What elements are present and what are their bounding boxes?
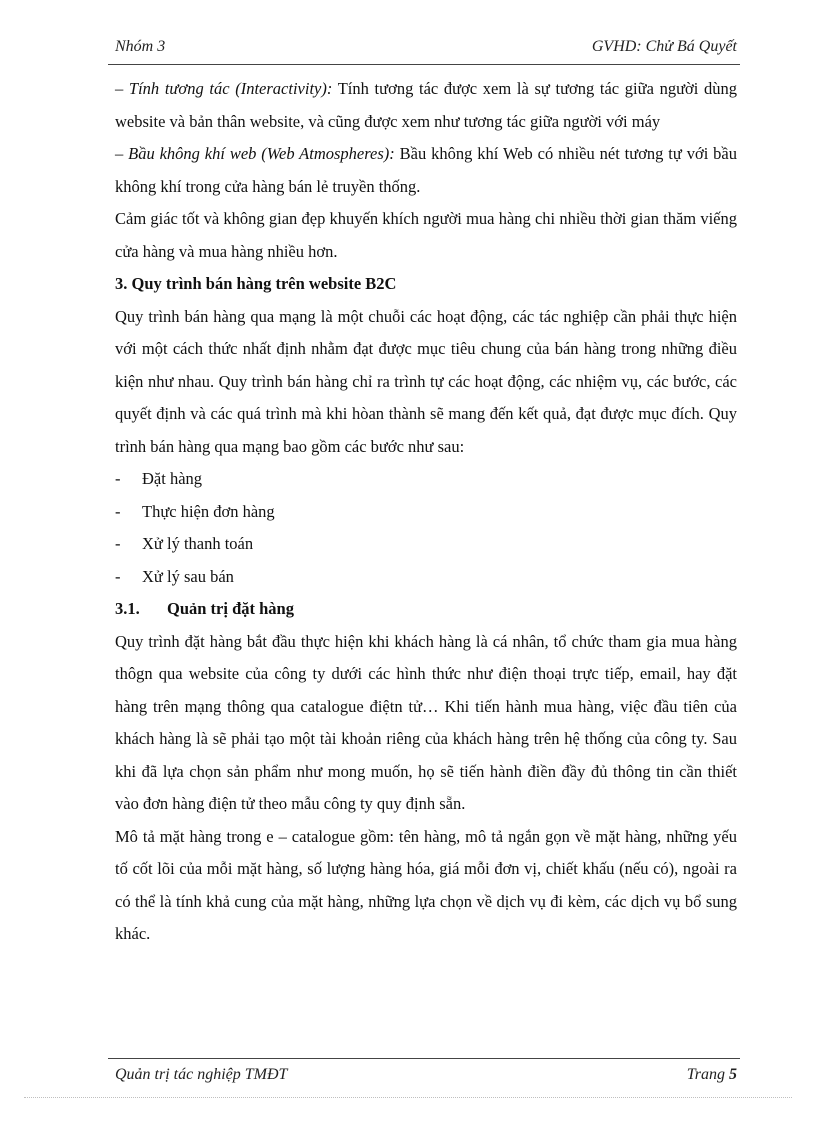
heading-section-3-1 [115, 593, 737, 626]
list-dash: - [115, 469, 121, 488]
header-group: Nhóm 3 [115, 38, 166, 55]
list-item-text: Xử lý sau bán [142, 566, 234, 586]
term-web-atmospheres: – Bầu không khí web (Web Atmospheres): [115, 144, 395, 163]
page-break-dots [24, 1097, 792, 1098]
list-item [115, 561, 737, 594]
page-number: 5 [729, 1066, 737, 1083]
paragraph-e-catalogue: Mô tả mặt hàng trong e – catalogue gồm: tên hàng, mô tả ngắn gọn về mặt hàng, những yếu tố cốt lõi của mỗi mặt hàng, số lượng hàng hóa, giá mỗi đơn vị, chiết khấu (nếu có), ngoài ra có thể là tính khả cung của mặt hàng, những lựa chọn về dịch vụ đi kèm, các dịch vụ bổ sung khác. [115, 826, 737, 943]
paragraph-ordering-process: Quy trình đặt hàng bắt đầu thực hiện khi khách hàng là cá nhân, tổ chức tham gia mua hàng thôgn qua website của công ty dưới các hình thức như điện thoại trực tiếp, email, hay đặt hàng trên mạng thông qua catalogue điệtn tử… Khi tiến hành mua hàng, việc đầu tiên của khách hàng là sẽ phải tạo một tài khoản riêng của khách hàng trên hệ thống của công ty. Sau khi đã lựa chọn sản phẩm như mong muốn, họ sẽ tiến hành điền đầy đủ thông tin cần thiết vào đơn hàng điện tử theo mẫu công ty quy định sẵn. [115, 631, 737, 813]
footer-rule [108, 1058, 740, 1059]
list-item [115, 528, 737, 561]
document-body [115, 73, 737, 951]
paragraph-text: Tính tương tác được xem là sự tương tác giữa người dùng website và bản thân website, và cũng được xem như tương tác giữa người với máy [115, 79, 737, 131]
paragraph-sales-process: Quy trình bán hàng qua mạng là một chuỗi các hoạt động, các tác nghiệp cần phải thực hiện với một cách thức nhất định nhằm đạt được mục tiêu chung của bán hàng trong những điều kiện như nhau. Quy trình bán hàng chỉ ra trình tự các hoạt động, các nhiệm vụ, các bước, các quyết định và các quá trình mà khi hòan thành sẽ mang đến kết quả, đạt được mục đích. Quy trình bán hàng qua mạng bao gồm các bước như sau: [115, 306, 737, 456]
list-item-text: Thực hiện đơn hàng [142, 501, 275, 521]
list-item [115, 463, 737, 496]
footer-course: Quản trị tác nghiệp TMĐT [115, 1066, 288, 1083]
footer-page [687, 1066, 737, 1084]
list-item [115, 496, 737, 529]
term-interactivity: – Tính tương tác (Interactivity): [115, 79, 333, 98]
list-dash: - [115, 501, 121, 521]
list-item-text: Xử lý thanh toán [142, 534, 254, 553]
list-dash: - [115, 566, 121, 586]
heading-section-3: 3. Quy trình bán hàng trên website B2C [115, 274, 397, 293]
paragraph-web-atmospheres [115, 138, 737, 203]
header-rule [108, 64, 740, 65]
paragraph-interactivity [115, 73, 737, 138]
page-label: Trang [686, 1066, 729, 1083]
list-dash: - [115, 534, 121, 553]
paragraph-text: Bầu không khí Web có nhiều nét tương tự với bầu không khí trong cửa hàng bán lẻ truyền thống. [115, 144, 737, 196]
heading-text: Quản trị đặt hàng [167, 599, 294, 618]
paragraph-good-feeling: Cảm giác tốt và không gian đẹp khuyến khích người mua hàng chi nhiều thời gian thăm viếng cửa hàng và mua hàng nhiều hơn. [115, 209, 737, 261]
heading-number: 3.1. [115, 599, 140, 618]
header-instructor: GVHD: Chử Bá Quyết [591, 38, 737, 55]
list-item-text: Đặt hàng [142, 469, 203, 488]
